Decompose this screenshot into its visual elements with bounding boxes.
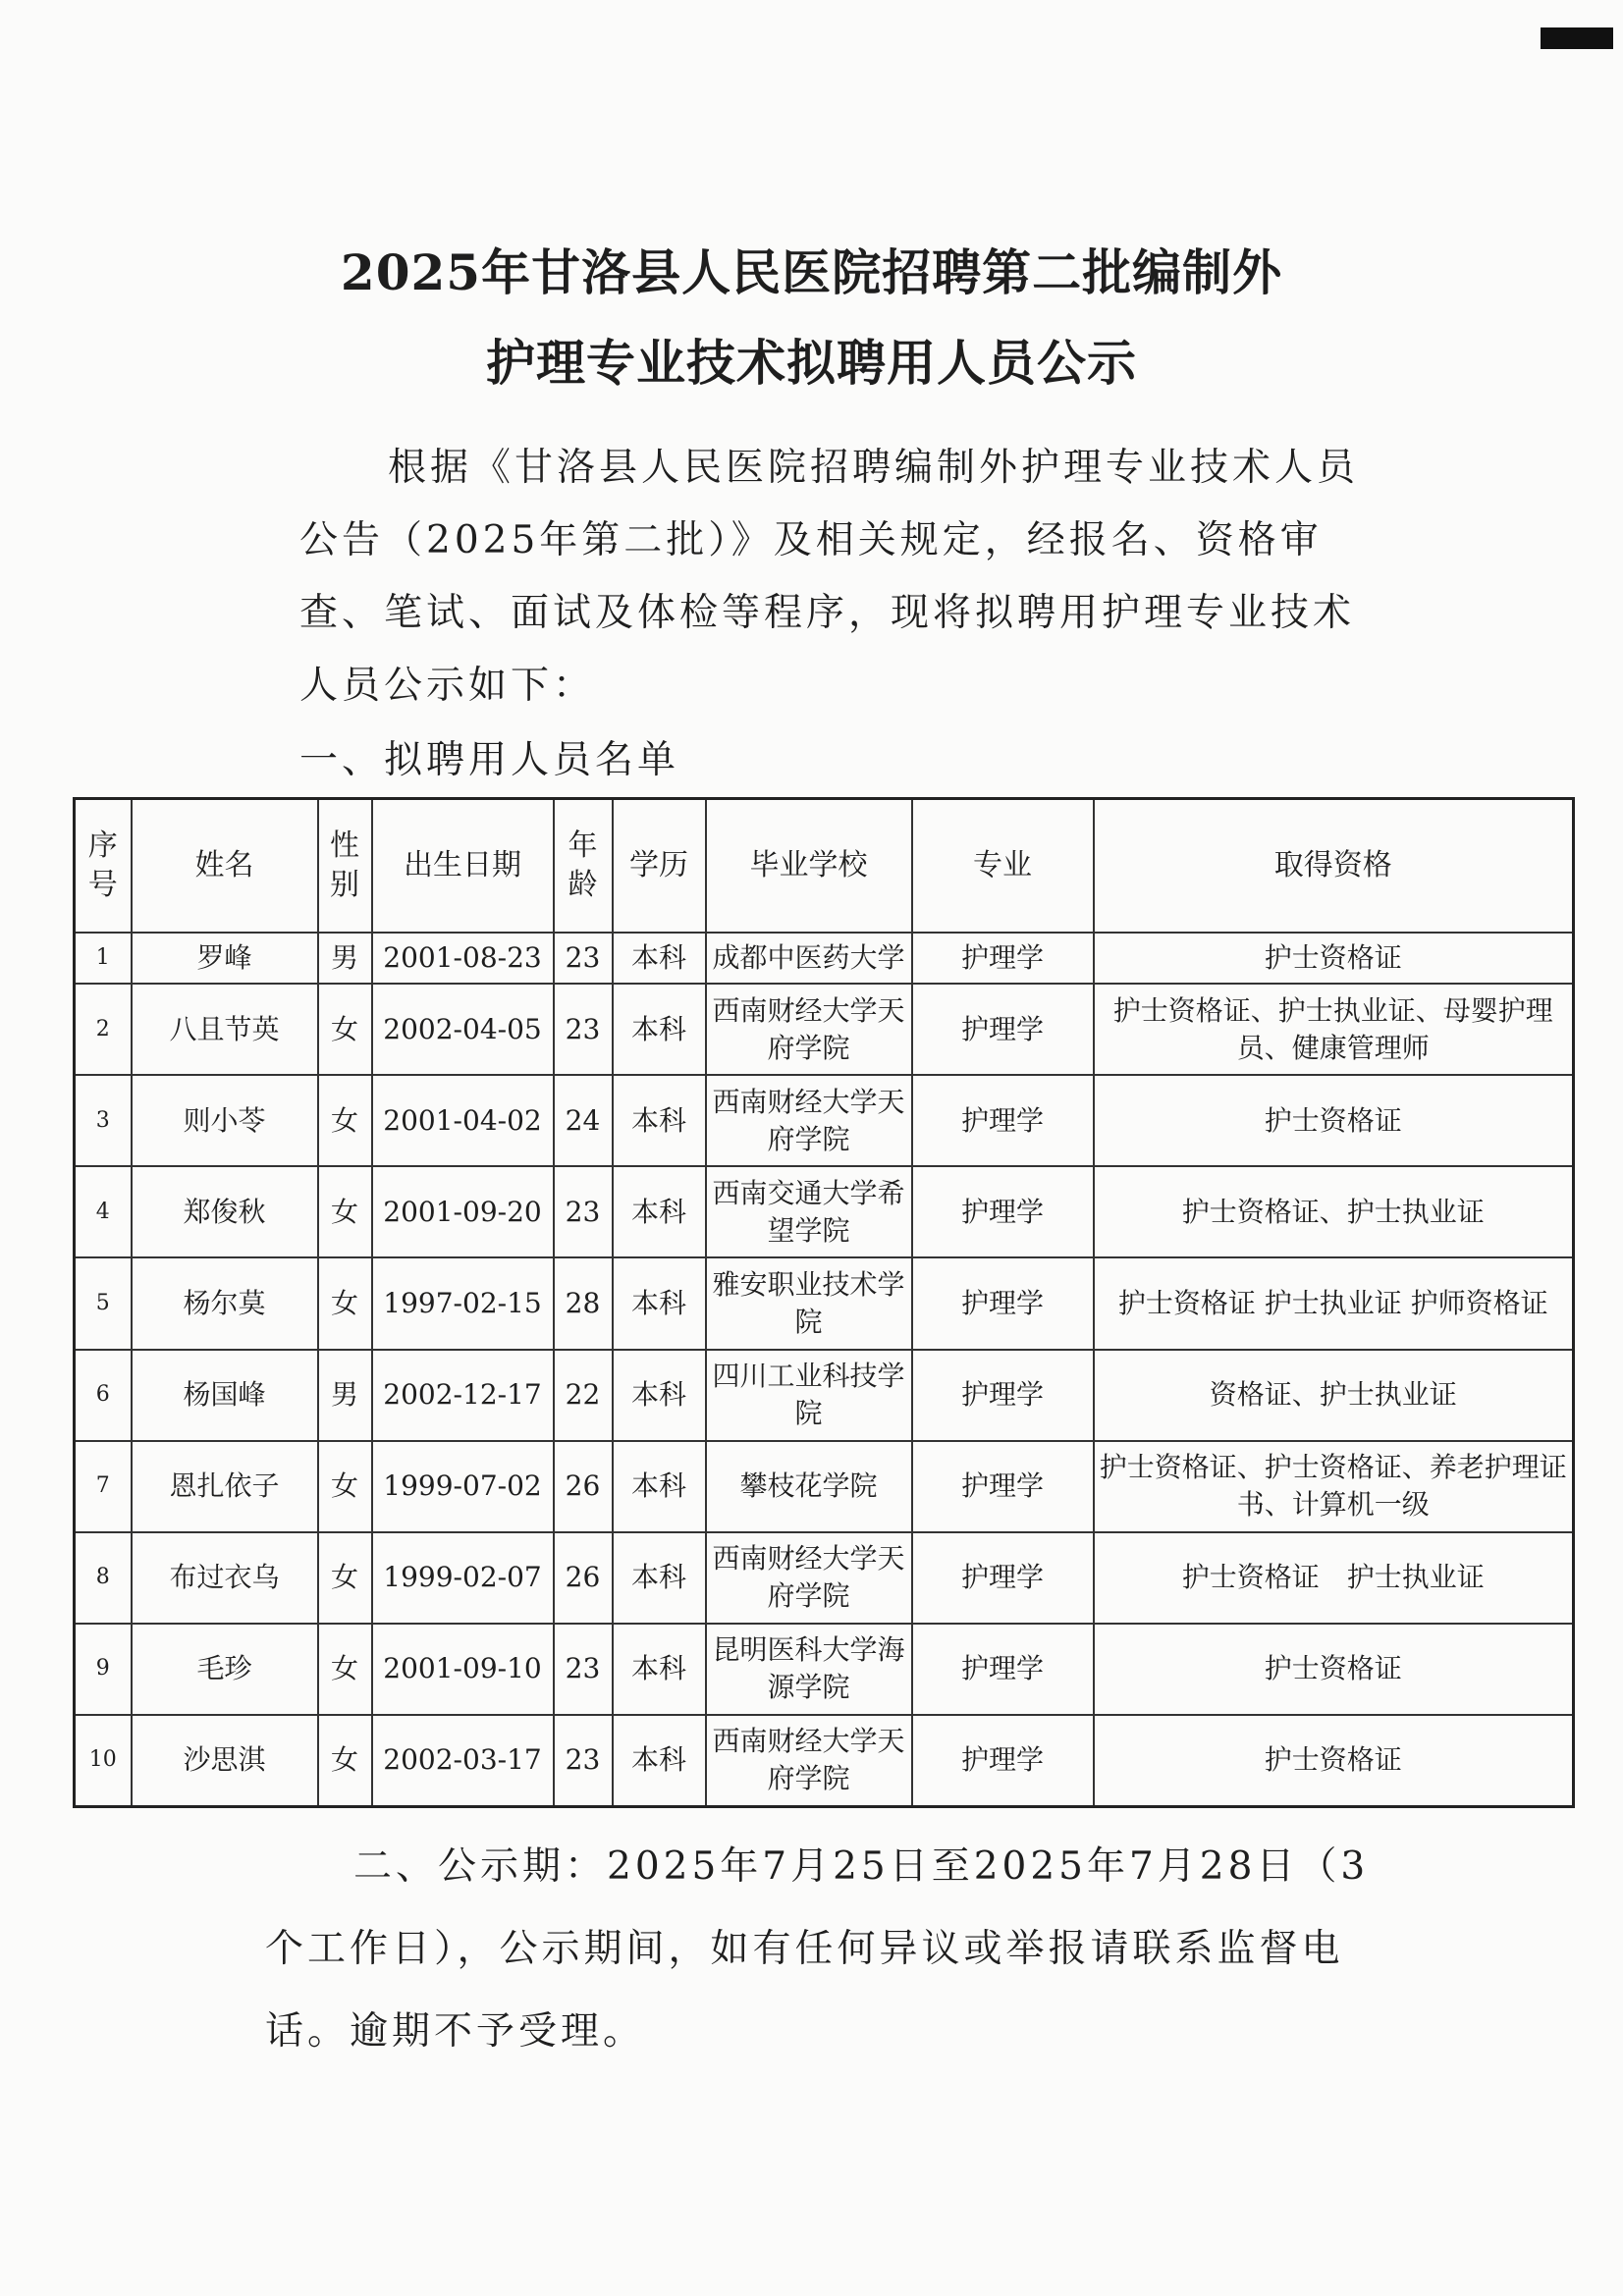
table-cell-edu: 本科 [613,1350,706,1441]
table-cell-seq: 4 [75,1166,132,1257]
table-row [75,933,1574,984]
table-cell-dob: 2001-09-20 [372,1166,554,1257]
document-title [0,228,1623,408]
scan-corner-mark [1541,27,1613,49]
table-cell-dob: 2002-04-05 [372,984,554,1075]
title-line-2: 护理专业技术拟聘用人员公示 [486,334,1137,392]
table-cell-quals: 护士资格证、护士执业证 [1094,1166,1574,1257]
table-cell-edu: 本科 [613,1166,706,1257]
table-cell-seq: 8 [75,1532,132,1624]
table-cell-school: 昆明医科大学海源学院 [706,1624,912,1715]
table-cell-major: 护理学 [912,1715,1094,1807]
table-cell-seq: 9 [75,1624,132,1715]
table-cell-sex: 男 [318,933,372,984]
table-cell-major: 护理学 [912,1075,1094,1166]
table-cell-quals: 护士资格证 [1094,1624,1574,1715]
table-cell-age: 23 [554,933,613,984]
table-cell-school: 西南财经大学天府学院 [706,1715,912,1807]
header-cell: 年龄 [554,799,613,934]
table-cell-edu: 本科 [613,984,706,1075]
header-cell: 性别 [318,799,372,934]
table-cell-seq: 5 [75,1257,132,1349]
table-cell-sex: 女 [318,1075,372,1166]
table-cell-age: 22 [554,1350,613,1441]
table-cell-major: 护理学 [912,1350,1094,1441]
table-row [75,1441,1574,1532]
table-cell-quals: 护士资格证 [1094,1715,1574,1807]
table-header-row [75,799,1574,934]
table-cell-school: 攀枝花学院 [706,1441,912,1532]
table-row [75,1075,1574,1166]
header-cell: 专业 [912,799,1094,934]
table-cell-name: 恩扎依子 [132,1441,318,1532]
table-cell-sex: 女 [318,1624,372,1715]
table-cell-seq: 2 [75,984,132,1075]
table-body [75,933,1574,1807]
publicity-period-text: 二、公示期：2025年7月25日至2025年7月28日（3个工作日），公示期间，如有任何异议或举报请联系监督电话。逾期不予受理。 [265,1844,1370,2054]
table-cell-quals: 护士资格证 护士执业证 [1094,1532,1574,1624]
table-cell-name: 罗峰 [132,933,318,984]
table-cell-school: 成都中医药大学 [706,933,912,984]
candidate-table [73,797,1575,1808]
table-cell-quals: 护士资格证 [1094,933,1574,984]
table-cell-name: 沙思淇 [132,1715,318,1807]
table-cell-school: 四川工业科技学院 [706,1350,912,1441]
header-cell: 毕业学校 [706,799,912,934]
table-cell-edu: 本科 [613,1441,706,1532]
table-cell-quals: 护士资格证 [1094,1075,1574,1166]
table-row [75,1166,1574,1257]
table-cell-sex: 女 [318,1166,372,1257]
table-cell-name: 杨尔莫 [132,1257,318,1349]
table-cell-edu: 本科 [613,1257,706,1349]
table-row [75,1532,1574,1624]
table-cell-school: 西南财经大学天府学院 [706,984,912,1075]
table-cell-major: 护理学 [912,1441,1094,1532]
header-cell: 姓名 [132,799,318,934]
table-cell-sex: 女 [318,1532,372,1624]
table-cell-age: 23 [554,1166,613,1257]
table-cell-major: 护理学 [912,1532,1094,1624]
table-cell-age: 24 [554,1075,613,1166]
table-row [75,1350,1574,1441]
table-cell-major: 护理学 [912,1624,1094,1715]
table-cell-major: 护理学 [912,1166,1094,1257]
table-cell-school: 西南财经大学天府学院 [706,1532,912,1624]
table-cell-edu: 本科 [613,933,706,984]
table-cell-quals: 护士资格证 护士执业证 护师资格证 [1094,1257,1574,1349]
table-cell-school: 雅安职业技术学院 [706,1257,912,1349]
table-cell-sex: 男 [318,1350,372,1441]
table-cell-dob: 1999-02-07 [372,1532,554,1624]
table-cell-sex: 女 [318,984,372,1075]
table-cell-major: 护理学 [912,933,1094,984]
table-cell-age: 28 [554,1257,613,1349]
table-cell-dob: 1997-02-15 [372,1257,554,1349]
table-cell-school: 西南财经大学天府学院 [706,1075,912,1166]
table-cell-age: 26 [554,1532,613,1624]
table-cell-edu: 本科 [613,1624,706,1715]
intro-paragraph [299,432,1389,722]
table-cell-seq: 10 [75,1715,132,1807]
section-1-heading: 一、拟聘用人员名单 [299,738,680,782]
table-cell-seq: 3 [75,1075,132,1166]
table-cell-sex: 女 [318,1257,372,1349]
table-cell-quals: 资格证、护士执业证 [1094,1350,1574,1441]
table-cell-dob: 2001-04-02 [372,1075,554,1166]
table-cell-name: 毛珍 [132,1624,318,1715]
table-cell-major: 护理学 [912,1257,1094,1349]
table-cell-sex: 女 [318,1715,372,1807]
table-cell-edu: 本科 [613,1075,706,1166]
table-cell-dob: 2002-03-17 [372,1715,554,1807]
table-cell-dob: 1999-07-02 [372,1441,554,1532]
table-cell-name: 则小苓 [132,1075,318,1166]
table-cell-sex: 女 [318,1441,372,1532]
table-cell-major: 护理学 [912,984,1094,1075]
table-cell-school: 西南交通大学希望学院 [706,1166,912,1257]
table-cell-name: 郑俊秋 [132,1166,318,1257]
table-cell-name: 杨国峰 [132,1350,318,1441]
header-cell: 取得资格 [1094,799,1574,934]
table-cell-edu: 本科 [613,1532,706,1624]
table-cell-age: 23 [554,1624,613,1715]
intro-text: 根据《甘洛县人民医院招聘编制外护理专业技术人员公告（2025年第二批）》及相关规定，经报名、资格审查、笔试、面试及体检等程序，现将拟聘用护理专业技术人员公示如下： [299,446,1360,708]
table-cell-name: 八且节英 [132,984,318,1075]
table-cell-edu: 本科 [613,1715,706,1807]
table-cell-dob: 2001-08-23 [372,933,554,984]
header-cell: 出生日期 [372,799,554,934]
table-cell-age: 23 [554,984,613,1075]
table-cell-age: 23 [554,1715,613,1807]
table-cell-quals: 护士资格证、护士资格证、养老护理证书、计算机一级 [1094,1441,1574,1532]
header-cell: 序号 [75,799,132,934]
table-cell-seq: 7 [75,1441,132,1532]
title-line-1: 2025年甘洛县人民医院招聘第二批编制外 [340,243,1283,301]
table-row [75,1715,1574,1807]
table-cell-quals: 护士资格证、护士执业证、母婴护理员、健康管理师 [1094,984,1574,1075]
table-row [75,1624,1574,1715]
table-cell-seq: 6 [75,1350,132,1441]
section-2-paragraph [265,1826,1384,2073]
table-cell-dob: 2001-09-10 [372,1624,554,1715]
table-cell-name: 布过衣乌 [132,1532,318,1624]
table-row [75,984,1574,1075]
table-cell-age: 26 [554,1441,613,1532]
table-cell-dob: 2002-12-17 [372,1350,554,1441]
header-cell: 学历 [613,799,706,934]
table-row [75,1257,1574,1349]
table-cell-seq: 1 [75,933,132,984]
